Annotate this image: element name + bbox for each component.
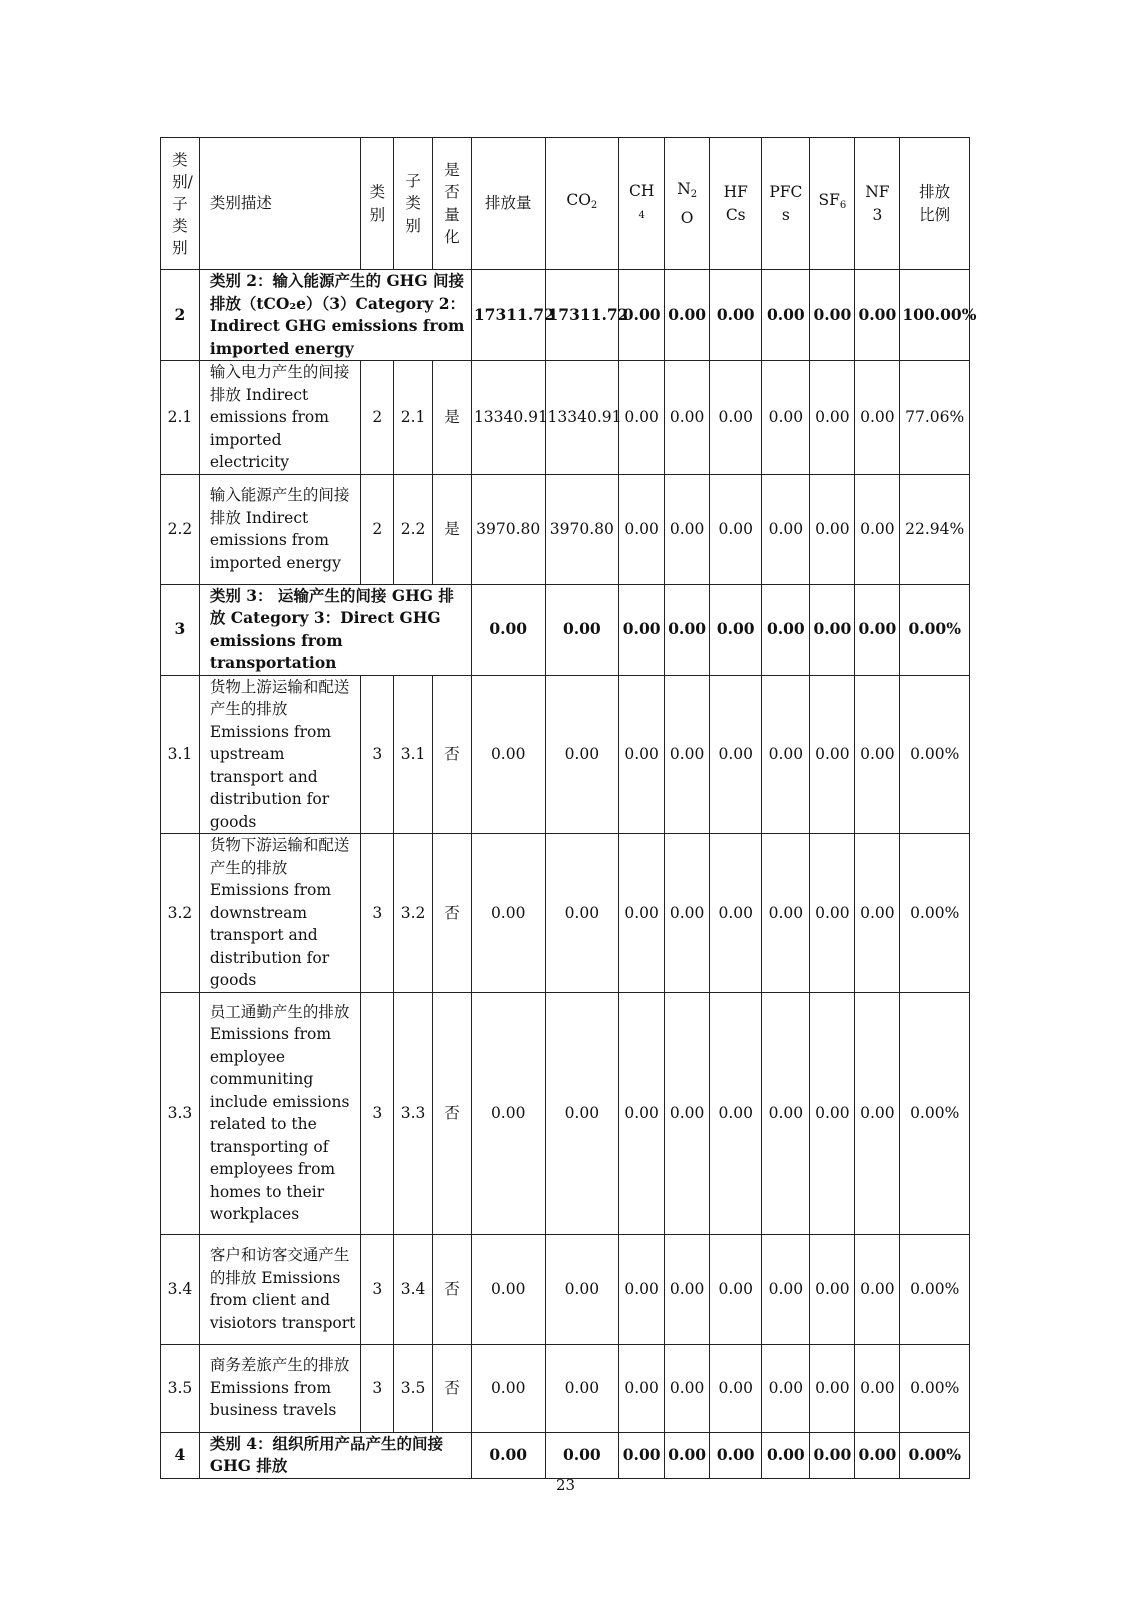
description-cell: 商务差旅产生的排放 Emissions from business travels (199, 1344, 361, 1432)
row-id-cell: 2.1 (161, 361, 200, 475)
hfcs-cell: 0.00 (710, 992, 762, 1234)
category-cell: 2 (361, 474, 394, 584)
header-co2: $CO_2$ (545, 138, 619, 270)
subcategory-row (161, 1344, 970, 1432)
nf3-cell: 0.00 (855, 584, 900, 675)
n2o-cell: 0.00 (665, 361, 710, 475)
sf6-cell: 0.00 (810, 992, 855, 1234)
nf3-cell: 0.00 (855, 992, 900, 1234)
description-cell: 类别 3： 运输产生的间接 GHG 排放 Category 3：Direct GHG emissions from transportation (199, 584, 471, 675)
quantified-cell: 是 (433, 361, 472, 475)
ratio-cell: 77.06% (900, 361, 970, 475)
row-id-cell: 2 (161, 270, 200, 361)
row-id-cell: 3 (161, 584, 200, 675)
ratio-cell: 0.00% (900, 1234, 970, 1344)
pfcs-cell: 0.00 (762, 992, 810, 1234)
description-cell: 输入能源产生的间接排放 Indirect emissions from imported energy (199, 474, 361, 584)
ch4-cell: 0.00 (619, 1344, 665, 1432)
subcategory-cell: 3.1 (394, 675, 433, 834)
row-id-cell: 3.4 (161, 1234, 200, 1344)
ratio-cell: 0.00% (900, 675, 970, 834)
subcategory-cell: 3.3 (394, 992, 433, 1234)
ch4-cell: 0.00 (619, 992, 665, 1234)
header-emissions: 排放量 (471, 138, 545, 270)
description-cell: 货物上游运输和配送产生的排放 Emissions from upstream transport and distribution for goods (199, 675, 361, 834)
pfcs-cell: 0.00 (762, 834, 810, 993)
sf6-cell: 0.00 (810, 584, 855, 675)
subcategory-cell: 2.2 (394, 474, 433, 584)
co2-cell: 0.00 (545, 675, 619, 834)
table-header-row (161, 138, 970, 270)
quantified-cell: 否 (433, 675, 472, 834)
ch4-cell: 0.00 (619, 270, 665, 361)
sf6-cell: 0.00 (810, 361, 855, 475)
co2-cell: 0.00 (545, 1344, 619, 1432)
sf6-cell: 0.00 (810, 1344, 855, 1432)
emissions-cell: 0.00 (471, 992, 545, 1234)
emissions-table (160, 137, 977, 1479)
header-ratio: 排放 比例 (900, 138, 970, 270)
co2-cell: 0.00 (545, 1432, 619, 1478)
category-cell: 2 (361, 361, 394, 475)
ch4-cell: 0.00 (619, 1432, 665, 1478)
ch4-cell: 0.00 (619, 834, 665, 993)
n2o-cell: 0.00 (665, 474, 710, 584)
ratio-cell: 0.00% (900, 584, 970, 675)
nf3-cell: 0.00 (855, 270, 900, 361)
header-category: 类别 (361, 138, 394, 270)
ch4-cell: 0.00 (619, 584, 665, 675)
n2o-cell: 0.00 (665, 1344, 710, 1432)
description-cell: 类别 4：组织所用产品产生的间接 GHG 排放 (199, 1432, 471, 1478)
n2o-cell: 0.00 (665, 1432, 710, 1478)
description-cell: 输入电力产生的间接排放 Indirect emissions from imported electricity (199, 361, 361, 475)
nf3-cell: 0.00 (855, 361, 900, 475)
hfcs-cell: 0.00 (710, 1234, 762, 1344)
ratio-cell: 0.00% (900, 1432, 970, 1478)
emissions-cell: 3970.80 (471, 474, 545, 584)
n2o-cell: 0.00 (665, 992, 710, 1234)
sf6-cell: 0.00 (810, 474, 855, 584)
emissions-cell: 0.00 (471, 584, 545, 675)
description-cell: 类别 2：输入能源产生的 GHG 间接排放（tCO₂e）（3）Category 2：Indirect GHG emissions from imported energy (199, 270, 471, 361)
subcategory-cell: 2.1 (394, 361, 433, 475)
header-hfcs: HF Cs (710, 138, 762, 270)
emissions-cell: 0.00 (471, 834, 545, 993)
hfcs-cell: 0.00 (710, 584, 762, 675)
description-cell: 客户和访客交通产生的排放 Emissions from client and visiotors transport (199, 1234, 361, 1344)
category-row (161, 1432, 970, 1478)
n2o-cell: 0.00 (665, 584, 710, 675)
pfcs-cell: 0.00 (762, 361, 810, 475)
hfcs-cell: 0.00 (710, 1344, 762, 1432)
subcategory-cell: 3.2 (394, 834, 433, 993)
emissions-cell: 0.00 (471, 1344, 545, 1432)
category-cell: 3 (361, 992, 394, 1234)
category-cell: 3 (361, 834, 394, 993)
hfcs-cell: 0.00 (710, 834, 762, 993)
hfcs-cell: 0.00 (710, 361, 762, 475)
header-quantified: 是否量化 (433, 138, 472, 270)
n2o-cell: 0.00 (665, 675, 710, 834)
description-cell: 货物下游运输和配送产生的排放 Emissions from downstream transport and distribution for goods (199, 834, 361, 993)
subcategory-row (161, 675, 970, 834)
category-cell: 3 (361, 1344, 394, 1432)
subcategory-cell: 3.4 (394, 1234, 433, 1344)
quantified-cell: 否 (433, 1234, 472, 1344)
row-id-cell: 3.3 (161, 992, 200, 1234)
ratio-cell: 0.00% (900, 834, 970, 993)
header-sf6: $SF_6$ (810, 138, 855, 270)
sf6-cell: 0.00 (810, 1432, 855, 1478)
header-category-subcategory: 类别/子类别 (161, 138, 200, 270)
ch4-cell: 0.00 (619, 675, 665, 834)
n2o-cell: 0.00 (665, 834, 710, 993)
sf6-cell: 0.00 (810, 834, 855, 993)
ch4-cell: 0.00 (619, 474, 665, 584)
header-ch4: CH 4 (619, 138, 665, 270)
co2-cell: 0.00 (545, 1234, 619, 1344)
co2-cell: 0.00 (545, 992, 619, 1234)
pfcs-cell: 0.00 (762, 675, 810, 834)
n2o-cell: 0.00 (665, 270, 710, 361)
header-n2o: $N_2$ O (665, 138, 710, 270)
subcategory-row (161, 834, 970, 993)
ratio-cell: 0.00% (900, 992, 970, 1234)
hfcs-cell: 0.00 (710, 270, 762, 361)
quantified-cell: 是 (433, 474, 472, 584)
emissions-cell: 0.00 (471, 675, 545, 834)
row-id-cell: 4 (161, 1432, 200, 1478)
co2-cell: 0.00 (545, 834, 619, 993)
page-number: 23 (555, 1476, 576, 1494)
subcategory-row (161, 361, 970, 475)
emissions-cell: 13340.91 (471, 361, 545, 475)
sf6-cell: 0.00 (810, 1234, 855, 1344)
emissions-cell: 0.00 (471, 1432, 545, 1478)
co2-cell: 13340.91 (545, 361, 619, 475)
nf3-cell: 0.00 (855, 1432, 900, 1478)
hfcs-cell: 0.00 (710, 675, 762, 834)
row-id-cell: 3.5 (161, 1344, 200, 1432)
row-id-cell: 3.1 (161, 675, 200, 834)
co2-cell: 3970.80 (545, 474, 619, 584)
ch4-cell: 0.00 (619, 361, 665, 475)
quantified-cell: 否 (433, 834, 472, 993)
header-subcategory: 子类别 (394, 138, 433, 270)
header-nf3: NF 3 (855, 138, 900, 270)
subcategory-row (161, 1234, 970, 1344)
co2-cell: 17311.72 (545, 270, 619, 361)
nf3-cell: 0.00 (855, 1234, 900, 1344)
pfcs-cell: 0.00 (762, 270, 810, 361)
hfcs-cell: 0.00 (710, 474, 762, 584)
category-cell: 3 (361, 1234, 394, 1344)
pfcs-cell: 0.00 (762, 474, 810, 584)
nf3-cell: 0.00 (855, 675, 900, 834)
nf3-cell: 0.00 (855, 474, 900, 584)
category-cell: 3 (361, 675, 394, 834)
emissions-cell: 17311.72 (471, 270, 545, 361)
nf3-cell: 0.00 (855, 1344, 900, 1432)
nf3-cell: 0.00 (855, 834, 900, 993)
header-description: 类别描述 (199, 138, 361, 270)
description-cell: 员工通勤产生的排放 Emissions from employee communiting include emissions related to the transporting of employees from homes to their workplaces (199, 992, 361, 1234)
pfcs-cell: 0.00 (762, 1234, 810, 1344)
header-pfcs: PFC s (762, 138, 810, 270)
ratio-cell: 100.00% (900, 270, 970, 361)
row-id-cell: 3.2 (161, 834, 200, 993)
pfcs-cell: 0.00 (762, 1432, 810, 1478)
pfcs-cell: 0.00 (762, 584, 810, 675)
pfcs-cell: 0.00 (762, 1344, 810, 1432)
subcategory-row (161, 992, 970, 1234)
ch4-cell: 0.00 (619, 1234, 665, 1344)
category-row (161, 270, 970, 361)
n2o-cell: 0.00 (665, 1234, 710, 1344)
quantified-cell: 否 (433, 992, 472, 1234)
sf6-cell: 0.00 (810, 270, 855, 361)
sf6-cell: 0.00 (810, 675, 855, 834)
subcategory-cell: 3.5 (394, 1344, 433, 1432)
row-id-cell: 2.2 (161, 474, 200, 584)
co2-cell: 0.00 (545, 584, 619, 675)
hfcs-cell: 0.00 (710, 1432, 762, 1478)
quantified-cell: 否 (433, 1344, 472, 1432)
subcategory-row (161, 474, 970, 584)
ratio-cell: 22.94% (900, 474, 970, 584)
ratio-cell: 0.00% (900, 1344, 970, 1432)
emissions-cell: 0.00 (471, 1234, 545, 1344)
category-row (161, 584, 970, 675)
